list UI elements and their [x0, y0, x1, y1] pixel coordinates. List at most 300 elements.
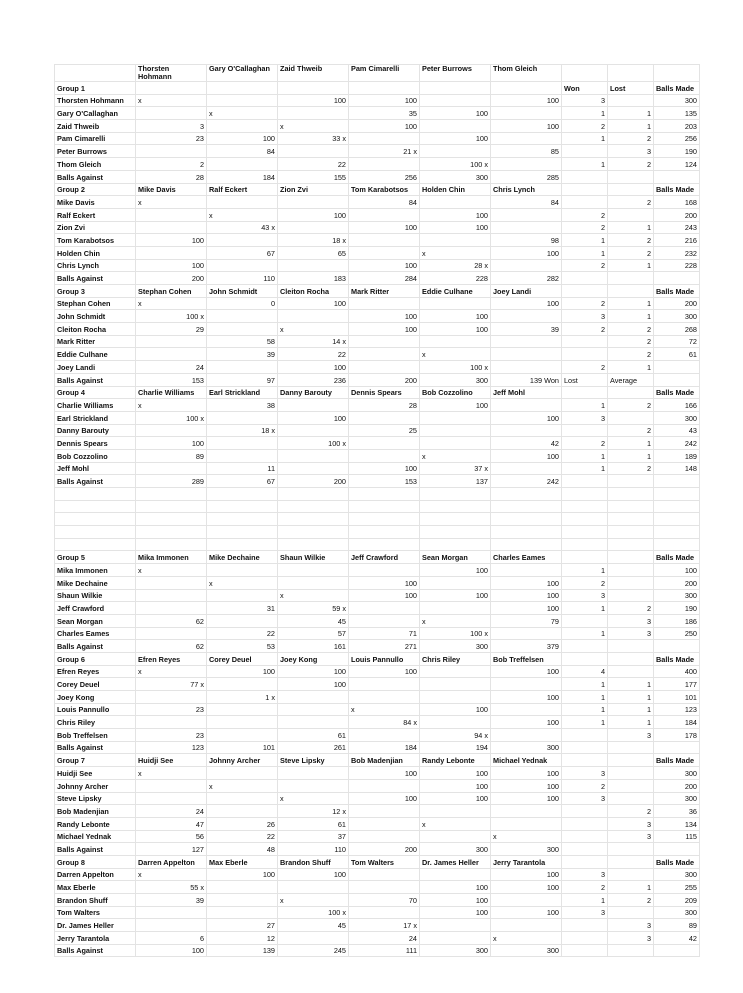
- sheet-cell[interactable]: 100: [420, 767, 491, 780]
- sheet-cell[interactable]: [136, 526, 207, 539]
- sheet-cell[interactable]: Danny Barouty: [278, 386, 349, 399]
- sheet-cell[interactable]: 285: [491, 170, 562, 183]
- sheet-cell[interactable]: Balls Made: [654, 386, 700, 399]
- sheet-cell[interactable]: [420, 691, 491, 704]
- row-label-cell[interactable]: Balls Against: [55, 741, 136, 754]
- sheet-cell[interactable]: [349, 246, 420, 259]
- sheet-cell[interactable]: Jerry Tarantola: [491, 855, 562, 868]
- sheet-cell[interactable]: 2: [608, 246, 654, 259]
- sheet-cell[interactable]: 2: [562, 221, 608, 234]
- sheet-cell[interactable]: [207, 94, 278, 107]
- sheet-cell[interactable]: 38: [207, 399, 278, 412]
- sheet-cell[interactable]: Thorsten Hohmann: [136, 65, 207, 82]
- sheet-cell[interactable]: [420, 145, 491, 158]
- sheet-cell[interactable]: [608, 640, 654, 653]
- sheet-cell[interactable]: [207, 767, 278, 780]
- sheet-cell[interactable]: 1: [562, 399, 608, 412]
- sheet-cell[interactable]: [608, 741, 654, 754]
- sheet-cell[interactable]: 100: [136, 944, 207, 957]
- sheet-cell[interactable]: [207, 526, 278, 539]
- sheet-cell[interactable]: 100: [654, 564, 700, 577]
- sheet-cell[interactable]: [349, 411, 420, 424]
- sheet-cell[interactable]: 155: [278, 170, 349, 183]
- sheet-cell[interactable]: 139 Won: [491, 373, 562, 386]
- sheet-cell[interactable]: [136, 246, 207, 259]
- sheet-cell[interactable]: 3: [562, 868, 608, 881]
- sheet-cell[interactable]: 100: [420, 323, 491, 336]
- sheet-cell[interactable]: [349, 132, 420, 145]
- sheet-cell[interactable]: [349, 729, 420, 742]
- sheet-cell[interactable]: 1: [608, 107, 654, 120]
- sheet-cell[interactable]: [562, 170, 608, 183]
- sheet-cell[interactable]: 100 x: [278, 906, 349, 919]
- sheet-cell[interactable]: 21 x: [349, 145, 420, 158]
- sheet-cell[interactable]: 100: [420, 564, 491, 577]
- sheet-cell[interactable]: 282: [491, 272, 562, 285]
- sheet-cell[interactable]: 100: [491, 602, 562, 615]
- sheet-cell[interactable]: x: [278, 589, 349, 602]
- sheet-cell[interactable]: 300: [654, 767, 700, 780]
- sheet-cell[interactable]: 261: [278, 741, 349, 754]
- sheet-cell[interactable]: [491, 132, 562, 145]
- sheet-cell[interactable]: 100: [349, 94, 420, 107]
- sheet-cell[interactable]: 232: [654, 246, 700, 259]
- sheet-cell[interactable]: [207, 906, 278, 919]
- sheet-cell[interactable]: 2: [562, 779, 608, 792]
- sheet-cell[interactable]: [420, 678, 491, 691]
- sheet-cell[interactable]: 3: [608, 830, 654, 843]
- sheet-cell[interactable]: 100: [136, 437, 207, 450]
- sheet-cell[interactable]: 84: [491, 196, 562, 209]
- sheet-cell[interactable]: [491, 424, 562, 437]
- sheet-cell[interactable]: 137: [420, 475, 491, 488]
- sheet-cell[interactable]: 2: [562, 881, 608, 894]
- sheet-cell[interactable]: x: [136, 665, 207, 678]
- row-label-cell[interactable]: [55, 500, 136, 513]
- sheet-cell[interactable]: [278, 881, 349, 894]
- sheet-cell[interactable]: [608, 538, 654, 551]
- sheet-cell[interactable]: 22: [278, 348, 349, 361]
- sheet-cell[interactable]: [562, 729, 608, 742]
- sheet-cell[interactable]: [608, 944, 654, 957]
- sheet-cell[interactable]: 1: [562, 449, 608, 462]
- sheet-cell[interactable]: 48: [207, 843, 278, 856]
- sheet-cell[interactable]: [136, 82, 207, 95]
- sheet-cell[interactable]: [207, 120, 278, 133]
- sheet-cell[interactable]: 300: [491, 843, 562, 856]
- sheet-cell[interactable]: 2: [562, 576, 608, 589]
- sheet-cell[interactable]: [562, 348, 608, 361]
- sheet-cell[interactable]: 100: [491, 868, 562, 881]
- sheet-cell[interactable]: Dr. James Heller: [420, 855, 491, 868]
- sheet-cell[interactable]: [420, 297, 491, 310]
- sheet-cell[interactable]: 39: [207, 348, 278, 361]
- sheet-cell[interactable]: x: [207, 107, 278, 120]
- sheet-cell[interactable]: [608, 170, 654, 183]
- sheet-cell[interactable]: 300: [420, 944, 491, 957]
- sheet-cell[interactable]: [654, 65, 700, 82]
- sheet-cell[interactable]: [349, 297, 420, 310]
- sheet-cell[interactable]: 100: [278, 297, 349, 310]
- sheet-cell[interactable]: 200: [349, 843, 420, 856]
- row-label-cell[interactable]: Tom Karabotsos: [55, 234, 136, 247]
- sheet-cell[interactable]: 110: [278, 843, 349, 856]
- sheet-cell[interactable]: 1: [562, 678, 608, 691]
- sheet-cell[interactable]: [420, 488, 491, 501]
- sheet-cell[interactable]: x: [207, 208, 278, 221]
- sheet-cell[interactable]: 37: [278, 830, 349, 843]
- sheet-cell[interactable]: [207, 437, 278, 450]
- sheet-cell[interactable]: [562, 475, 608, 488]
- sheet-cell[interactable]: 37 x: [420, 462, 491, 475]
- sheet-cell[interactable]: [349, 488, 420, 501]
- sheet-cell[interactable]: 100: [491, 411, 562, 424]
- sheet-cell[interactable]: 2: [608, 196, 654, 209]
- sheet-cell[interactable]: 3: [608, 145, 654, 158]
- sheet-cell[interactable]: [207, 411, 278, 424]
- sheet-cell[interactable]: [491, 462, 562, 475]
- sheet-cell[interactable]: 245: [278, 944, 349, 957]
- sheet-cell[interactable]: 100: [420, 906, 491, 919]
- sheet-cell[interactable]: Holden Chin: [420, 183, 491, 196]
- row-label-cell[interactable]: Thorsten Hohmann: [55, 94, 136, 107]
- row-label-cell[interactable]: Steve Lipsky: [55, 792, 136, 805]
- sheet-cell[interactable]: Johnny Archer: [207, 754, 278, 767]
- sheet-cell[interactable]: 300: [491, 741, 562, 754]
- sheet-cell[interactable]: [420, 424, 491, 437]
- sheet-cell[interactable]: [207, 234, 278, 247]
- sheet-cell[interactable]: 100: [278, 868, 349, 881]
- sheet-cell[interactable]: [207, 158, 278, 171]
- sheet-cell[interactable]: [278, 526, 349, 539]
- sheet-cell[interactable]: [654, 944, 700, 957]
- sheet-cell[interactable]: 3: [608, 614, 654, 627]
- sheet-cell[interactable]: [491, 500, 562, 513]
- sheet-cell[interactable]: 100: [491, 779, 562, 792]
- sheet-cell[interactable]: x: [278, 894, 349, 907]
- row-label-cell[interactable]: Peter Burrows: [55, 145, 136, 158]
- sheet-cell[interactable]: 250: [654, 627, 700, 640]
- sheet-cell[interactable]: [278, 703, 349, 716]
- sheet-cell[interactable]: [136, 348, 207, 361]
- sheet-cell[interactable]: 1: [608, 691, 654, 704]
- sheet-cell[interactable]: 100 x: [136, 411, 207, 424]
- sheet-cell[interactable]: [278, 399, 349, 412]
- row-label-cell[interactable]: Joey Kong: [55, 691, 136, 704]
- sheet-cell[interactable]: 100: [349, 462, 420, 475]
- sheet-cell[interactable]: Corey Deuel: [207, 652, 278, 665]
- row-label-cell[interactable]: [55, 488, 136, 501]
- sheet-cell[interactable]: 228: [654, 259, 700, 272]
- sheet-cell[interactable]: 2: [608, 462, 654, 475]
- sheet-cell[interactable]: x: [491, 932, 562, 945]
- sheet-cell[interactable]: [608, 386, 654, 399]
- sheet-cell[interactable]: [136, 513, 207, 526]
- sheet-cell[interactable]: 36: [654, 805, 700, 818]
- sheet-cell[interactable]: [562, 526, 608, 539]
- sheet-cell[interactable]: 100: [278, 665, 349, 678]
- sheet-cell[interactable]: 12 x: [278, 805, 349, 818]
- sheet-cell[interactable]: [608, 183, 654, 196]
- sheet-cell[interactable]: Peter Burrows: [420, 65, 491, 82]
- sheet-cell[interactable]: 22: [278, 158, 349, 171]
- sheet-cell[interactable]: 300: [491, 944, 562, 957]
- sheet-cell[interactable]: 23: [136, 703, 207, 716]
- sheet-cell[interactable]: [420, 576, 491, 589]
- sheet-cell[interactable]: 200: [654, 208, 700, 221]
- sheet-cell[interactable]: Lost: [608, 82, 654, 95]
- sheet-cell[interactable]: 100: [491, 881, 562, 894]
- sheet-cell[interactable]: 100: [420, 779, 491, 792]
- sheet-cell[interactable]: 100: [349, 221, 420, 234]
- sheet-cell[interactable]: Gary O'Callaghan: [207, 65, 278, 82]
- sheet-cell[interactable]: 100: [349, 665, 420, 678]
- sheet-cell[interactable]: [654, 475, 700, 488]
- sheet-cell[interactable]: Balls Made: [654, 551, 700, 564]
- sheet-cell[interactable]: [207, 881, 278, 894]
- sheet-cell[interactable]: [278, 82, 349, 95]
- row-label-cell[interactable]: Max Eberle: [55, 881, 136, 894]
- sheet-cell[interactable]: x: [136, 94, 207, 107]
- sheet-cell[interactable]: 65: [278, 246, 349, 259]
- row-label-cell[interactable]: Sean Morgan: [55, 614, 136, 627]
- sheet-cell[interactable]: 268: [654, 323, 700, 336]
- sheet-cell[interactable]: 100: [278, 411, 349, 424]
- sheet-cell[interactable]: [562, 424, 608, 437]
- sheet-cell[interactable]: [608, 589, 654, 602]
- sheet-cell[interactable]: [207, 614, 278, 627]
- row-label-cell[interactable]: Group 2: [55, 183, 136, 196]
- sheet-cell[interactable]: [349, 906, 420, 919]
- sheet-cell[interactable]: 42: [491, 437, 562, 450]
- sheet-cell[interactable]: 24: [136, 805, 207, 818]
- row-label-cell[interactable]: Mike Dechaine: [55, 576, 136, 589]
- sheet-cell[interactable]: 84 x: [349, 716, 420, 729]
- sheet-cell[interactable]: [491, 919, 562, 932]
- sheet-cell[interactable]: [608, 652, 654, 665]
- sheet-cell[interactable]: 55 x: [136, 881, 207, 894]
- sheet-cell[interactable]: [136, 691, 207, 704]
- sheet-cell[interactable]: Bob Treffelsen: [491, 652, 562, 665]
- sheet-cell[interactable]: [136, 602, 207, 615]
- sheet-cell[interactable]: 100: [420, 208, 491, 221]
- sheet-cell[interactable]: [654, 373, 700, 386]
- row-label-cell[interactable]: Pam Cimarelli: [55, 132, 136, 145]
- sheet-cell[interactable]: [420, 437, 491, 450]
- sheet-cell[interactable]: Mika Immonen: [136, 551, 207, 564]
- sheet-cell[interactable]: [278, 691, 349, 704]
- sheet-cell[interactable]: 2: [608, 602, 654, 615]
- sheet-cell[interactable]: 100: [420, 881, 491, 894]
- sheet-cell[interactable]: 100: [349, 259, 420, 272]
- sheet-cell[interactable]: [136, 424, 207, 437]
- sheet-cell[interactable]: [136, 919, 207, 932]
- sheet-cell[interactable]: 1: [608, 703, 654, 716]
- sheet-cell[interactable]: 84: [349, 196, 420, 209]
- sheet-cell[interactable]: [136, 488, 207, 501]
- row-label-cell[interactable]: Chris Riley: [55, 716, 136, 729]
- sheet-cell[interactable]: [420, 335, 491, 348]
- sheet-cell[interactable]: [349, 678, 420, 691]
- sheet-cell[interactable]: [349, 817, 420, 830]
- row-label-cell[interactable]: John Schmidt: [55, 310, 136, 323]
- sheet-cell[interactable]: 2: [562, 297, 608, 310]
- sheet-cell[interactable]: 100: [136, 234, 207, 247]
- sheet-cell[interactable]: [608, 868, 654, 881]
- sheet-cell[interactable]: [608, 65, 654, 82]
- sheet-cell[interactable]: 27: [207, 919, 278, 932]
- row-label-cell[interactable]: [55, 526, 136, 539]
- sheet-cell[interactable]: 2: [562, 259, 608, 272]
- sheet-cell[interactable]: [207, 310, 278, 323]
- sheet-cell[interactable]: Zion Zvi: [278, 183, 349, 196]
- sheet-cell[interactable]: 153: [349, 475, 420, 488]
- sheet-cell[interactable]: 1: [608, 310, 654, 323]
- sheet-cell[interactable]: 39: [136, 894, 207, 907]
- sheet-cell[interactable]: 100 x: [420, 158, 491, 171]
- sheet-cell[interactable]: Balls Made: [654, 754, 700, 767]
- sheet-cell[interactable]: 1: [562, 602, 608, 615]
- sheet-cell[interactable]: 2: [562, 437, 608, 450]
- sheet-cell[interactable]: [278, 259, 349, 272]
- sheet-cell[interactable]: 100: [491, 246, 562, 259]
- sheet-cell[interactable]: 72: [654, 335, 700, 348]
- sheet-cell[interactable]: [562, 944, 608, 957]
- sheet-cell[interactable]: [278, 767, 349, 780]
- sheet-cell[interactable]: 71: [349, 627, 420, 640]
- sheet-cell[interactable]: Jeff Crawford: [349, 551, 420, 564]
- sheet-cell[interactable]: 2: [608, 335, 654, 348]
- sheet-cell[interactable]: x: [136, 767, 207, 780]
- sheet-cell[interactable]: [349, 564, 420, 577]
- sheet-cell[interactable]: 1: [608, 881, 654, 894]
- sheet-cell[interactable]: 300: [654, 868, 700, 881]
- sheet-cell[interactable]: 3: [608, 932, 654, 945]
- sheet-cell[interactable]: Mark Ritter: [349, 285, 420, 298]
- sheet-cell[interactable]: [278, 107, 349, 120]
- sheet-cell[interactable]: [491, 627, 562, 640]
- sheet-cell[interactable]: 1: [562, 132, 608, 145]
- sheet-cell[interactable]: Stephan Cohen: [136, 285, 207, 298]
- sheet-cell[interactable]: Mike Davis: [136, 183, 207, 196]
- sheet-cell[interactable]: [136, 462, 207, 475]
- sheet-cell[interactable]: 2: [608, 805, 654, 818]
- sheet-cell[interactable]: [608, 285, 654, 298]
- sheet-cell[interactable]: [608, 855, 654, 868]
- sheet-cell[interactable]: 24: [136, 361, 207, 374]
- row-label-cell[interactable]: Mike Davis: [55, 196, 136, 209]
- sheet-cell[interactable]: [349, 361, 420, 374]
- sheet-cell[interactable]: 89: [136, 449, 207, 462]
- row-label-cell[interactable]: Charles Eames: [55, 627, 136, 640]
- sheet-cell[interactable]: [420, 868, 491, 881]
- sheet-cell[interactable]: [654, 741, 700, 754]
- sheet-cell[interactable]: [562, 830, 608, 843]
- row-label-cell[interactable]: Gary O'Callaghan: [55, 107, 136, 120]
- row-label-cell[interactable]: Balls Against: [55, 944, 136, 957]
- sheet-cell[interactable]: [562, 65, 608, 82]
- sheet-cell[interactable]: [491, 335, 562, 348]
- sheet-cell[interactable]: [608, 754, 654, 767]
- sheet-cell[interactable]: 100: [420, 310, 491, 323]
- sheet-cell[interactable]: 177: [654, 678, 700, 691]
- row-label-cell[interactable]: Balls Against: [55, 475, 136, 488]
- sheet-cell[interactable]: 56: [136, 830, 207, 843]
- sheet-cell[interactable]: [420, 196, 491, 209]
- sheet-cell[interactable]: 100: [420, 132, 491, 145]
- sheet-cell[interactable]: [608, 906, 654, 919]
- sheet-cell[interactable]: [136, 779, 207, 792]
- sheet-cell[interactable]: [654, 526, 700, 539]
- sheet-cell[interactable]: [349, 538, 420, 551]
- sheet-cell[interactable]: [654, 361, 700, 374]
- sheet-cell[interactable]: Shaun Wilkie: [278, 551, 349, 564]
- row-label-cell[interactable]: Darren Appelton: [55, 868, 136, 881]
- sheet-cell[interactable]: Average: [608, 373, 654, 386]
- sheet-cell[interactable]: 243: [654, 221, 700, 234]
- sheet-cell[interactable]: Zaid Thweib: [278, 65, 349, 82]
- sheet-cell[interactable]: [562, 932, 608, 945]
- sheet-cell[interactable]: 18 x: [278, 234, 349, 247]
- sheet-cell[interactable]: 200: [349, 373, 420, 386]
- sheet-cell[interactable]: x: [420, 449, 491, 462]
- sheet-cell[interactable]: [136, 627, 207, 640]
- sheet-cell[interactable]: Ralf Eckert: [207, 183, 278, 196]
- sheet-cell[interactable]: [136, 208, 207, 221]
- sheet-cell[interactable]: [654, 538, 700, 551]
- sheet-cell[interactable]: 2: [608, 399, 654, 412]
- sheet-cell[interactable]: x: [491, 830, 562, 843]
- sheet-cell[interactable]: 200: [654, 576, 700, 589]
- sheet-cell[interactable]: [562, 817, 608, 830]
- sheet-cell[interactable]: x: [278, 792, 349, 805]
- sheet-cell[interactable]: Brandon Shuff: [278, 855, 349, 868]
- sheet-cell[interactable]: [491, 399, 562, 412]
- sheet-cell[interactable]: 194: [420, 741, 491, 754]
- sheet-cell[interactable]: John Schmidt: [207, 285, 278, 298]
- sheet-cell[interactable]: [491, 221, 562, 234]
- sheet-cell[interactable]: 184: [207, 170, 278, 183]
- sheet-cell[interactable]: [608, 475, 654, 488]
- sheet-cell[interactable]: [608, 411, 654, 424]
- sheet-cell[interactable]: [278, 576, 349, 589]
- sheet-cell[interactable]: 100: [278, 678, 349, 691]
- sheet-cell[interactable]: [654, 640, 700, 653]
- sheet-cell[interactable]: 100: [207, 868, 278, 881]
- sheet-cell[interactable]: [349, 881, 420, 894]
- sheet-cell[interactable]: [420, 120, 491, 133]
- sheet-cell[interactable]: [562, 386, 608, 399]
- sheet-cell[interactable]: [278, 716, 349, 729]
- sheet-cell[interactable]: 47: [136, 817, 207, 830]
- sheet-cell[interactable]: 100: [491, 691, 562, 704]
- row-label-cell[interactable]: [55, 538, 136, 551]
- sheet-cell[interactable]: [608, 665, 654, 678]
- sheet-cell[interactable]: [207, 792, 278, 805]
- sheet-cell[interactable]: [207, 894, 278, 907]
- sheet-cell[interactable]: 100 x: [420, 627, 491, 640]
- sheet-cell[interactable]: 100: [491, 94, 562, 107]
- sheet-cell[interactable]: Jeff Mohl: [491, 386, 562, 399]
- sheet-cell[interactable]: 2: [608, 424, 654, 437]
- sheet-cell[interactable]: 148: [654, 462, 700, 475]
- row-label-cell[interactable]: Cleiton Rocha: [55, 323, 136, 336]
- sheet-cell[interactable]: [278, 779, 349, 792]
- sheet-cell[interactable]: Bob Cozzolino: [420, 386, 491, 399]
- row-label-cell[interactable]: Michael Yednak: [55, 830, 136, 843]
- sheet-cell[interactable]: 190: [654, 602, 700, 615]
- sheet-cell[interactable]: 23: [136, 729, 207, 742]
